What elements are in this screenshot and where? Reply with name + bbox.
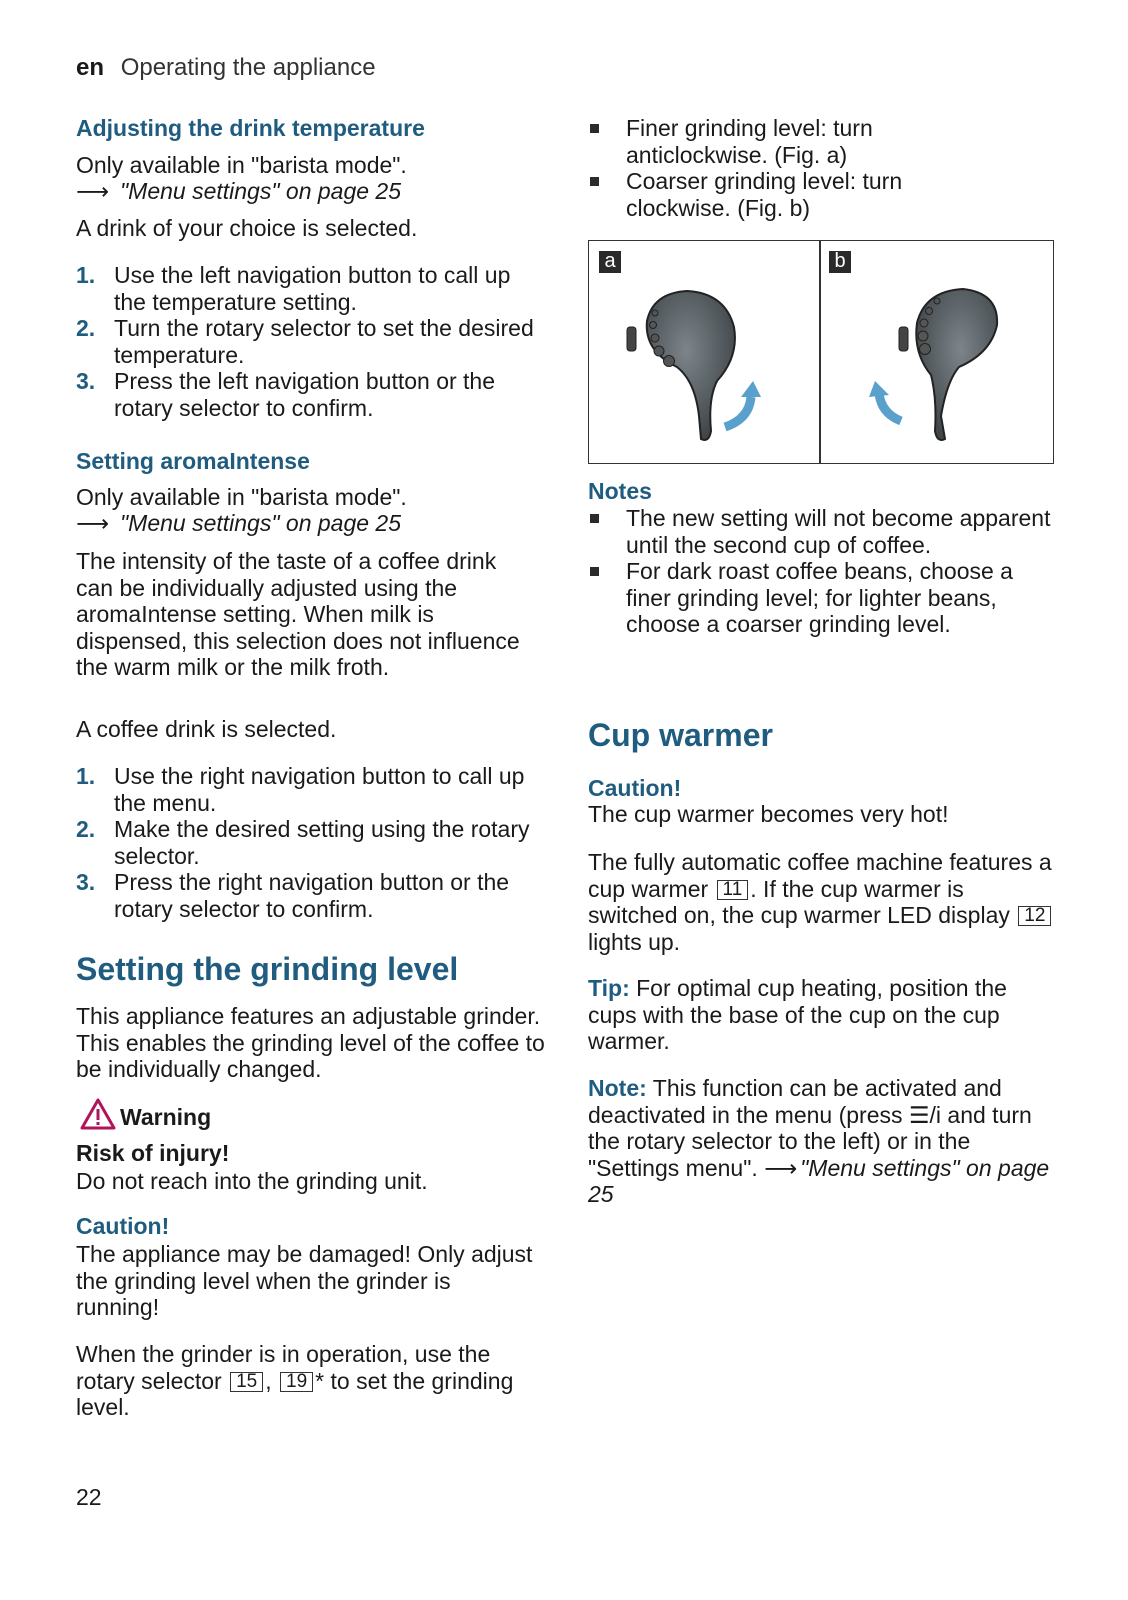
cup-warmer-heading: Cup warmer [588, 717, 773, 753]
notes-list [588, 505, 1058, 638]
cup-caution-text: The cup warmer becomes very hot! [588, 801, 949, 827]
warning-label: Warning [120, 1104, 212, 1130]
aroma-menu-link[interactable]: ⟶ "Menu settings" on page 25 [76, 510, 402, 536]
arrow-right-icon: ⟶ [764, 1154, 798, 1181]
cup-tip: Tip: For optimal cup heating, position the cups with the base of the cup on the cup warmer. [588, 975, 1007, 1054]
arrow-right-icon: ⟶ [76, 178, 109, 204]
grind-operation-text: When the grinder is in operation, use the rotary selector 15 , 19 * to set the grinding level. [76, 1341, 514, 1420]
cup-note: Note: This function can be activated and deactivated in the menu (press ☰/i and turn the rotary selector to the left) or in the "Settings menu". ⟶ "Menu settings" on page 25 [588, 1075, 1050, 1207]
list-item: 3. Press the right navigation button or the rotary selector to confirm. [76, 869, 510, 922]
figure-label-b: b [829, 251, 851, 273]
warning-triangle-icon [80, 1098, 116, 1130]
aroma-steps [76, 763, 546, 922]
ref-number: 11 [717, 880, 749, 900]
warning-title: Risk of injury! [76, 1140, 230, 1166]
temp-heading: Adjusting the drink temperature [76, 115, 425, 141]
cup-warmer-description: The fully automatic coffee machine features a cup warmer 11 . If the cup warmer is switched on, the cup warmer LED display 12 lights up. [588, 849, 1052, 955]
temp-menu-link[interactable]: ⟶ "Menu settings" on page 25 [76, 178, 402, 204]
note-label: Note: [588, 1075, 647, 1101]
temp-availability: Only available in "barista mode". [76, 152, 407, 178]
grind-caution-text: The appliance may be damaged! Only adjust the grinding level when the grinder is running! [76, 1241, 533, 1320]
ref-number: 15 [230, 1372, 263, 1392]
list-item: 3. Press the left navigation button or the rotary selector to confirm. [76, 368, 496, 421]
grind-intro: This appliance features an adjustable grinder. This enables the grinding level of the coffee to be individually changed. [76, 1003, 545, 1082]
list-item: 1. Use the right navigation button to call up the menu. [76, 763, 525, 816]
section-title: Operating the appliance [120, 54, 376, 81]
aroma-description: The intensity of the taste of a coffee drink can be individually adjusted using the aromaIntense setting. When milk is dispensed, this selection does not influence the warm milk or the milk froth. [76, 548, 520, 680]
ref-number: 19 [280, 1372, 313, 1392]
cup-caution-label: Caution! [588, 775, 682, 801]
list-item: The new setting will not become apparent until the second cup of coffee. [588, 505, 1058, 558]
rotary-selector-clockwise-illustration [821, 241, 1051, 463]
list-item: 2. Make the desired setting using the rotary selector. [76, 816, 530, 869]
temp-steps [76, 262, 546, 421]
list-item: 2. Turn the rotary selector to set the desired temperature. [76, 315, 534, 368]
list-item: For dark roast coffee beans, choose a finer grinding level; for lighter beans, choose a coarser grinding level. [588, 558, 1058, 638]
list-item: 1. Use the left navigation button to call up the temperature setting. [76, 262, 511, 315]
arrow-right-icon: ⟶ [76, 510, 109, 536]
page-header [76, 54, 376, 82]
list-item: Finer grinding level: turn anticlockwise. (Fig. a) [588, 115, 1008, 168]
grind-direction-list [588, 115, 1008, 221]
grind-caution-label: Caution! [76, 1213, 170, 1239]
tip-label: Tip: [588, 975, 630, 1001]
notes-heading: Notes [588, 478, 652, 504]
rotary-selector-anticlockwise-illustration [589, 241, 819, 463]
figure-label-a: a [599, 251, 621, 273]
aroma-availability: Only available in "barista mode". [76, 484, 407, 510]
list-item: Coarser grinding level: turn clockwise. (Fig. b) [588, 168, 1008, 221]
language-code: en [76, 54, 105, 81]
ref-number: 12 [1018, 906, 1051, 926]
grind-heading: Setting the grinding level [76, 951, 459, 987]
cup-menu-link[interactable]: ⟶ "Menu settings" on page 25 [588, 1154, 1050, 1207]
temp-precondition: A drink of your choice is selected. [76, 215, 418, 241]
grinder-figure [588, 240, 1054, 464]
warning-text: Do not reach into the grinding unit. [76, 1168, 428, 1194]
aroma-heading: Setting aromaIntense [76, 448, 310, 474]
aroma-precondition: A coffee drink is selected. [76, 716, 337, 742]
menu-info-button-icon: ☰/i [908, 1101, 942, 1128]
page-number: 22 [76, 1484, 102, 1510]
